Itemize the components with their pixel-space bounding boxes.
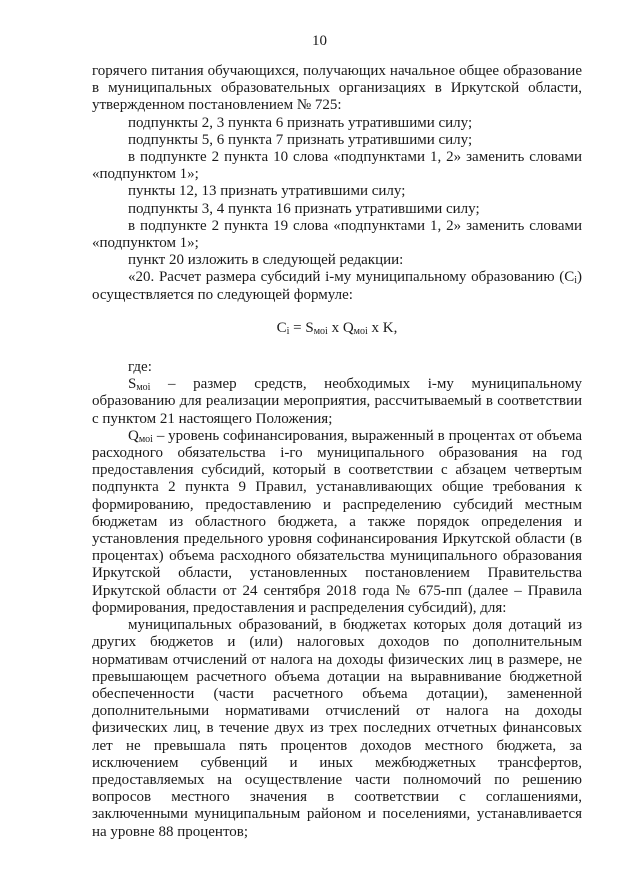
paragraph-item: в подпункте 2 пункта 10 слова «подпунктами 1, 2» заменить словами «подпунктом 1»; bbox=[92, 149, 582, 183]
definition-q bbox=[92, 428, 582, 617]
definition-q-text: – уровень софинансирования, выраженный в процентах от объема расходного обязательства i-го муниципального образования на год предоставления субсидий, который в соответствии с абзацем четвертым подпункта 2 пункта 9 Правил, устанавливающих общие требования к формированию, предоставлению и распределению субсидий местным бюджетам из областного бюджета, а также порядок определения и установления предельного уровня софинансирования Иркутской области (в процентах) объема расходного обязательства муниципального образования Иркутской области, установленных постановлением Правительства Иркутской области от 24 сентября 2018 года № 675-пп (далее – Правила формирования, предоставления и распределения субсидий), для: bbox=[92, 427, 582, 616]
document-body bbox=[92, 63, 582, 841]
paragraph-item: пункт 20 изложить в следующей редакции: bbox=[128, 252, 404, 269]
point-20-subscript: i bbox=[574, 275, 577, 287]
formula-c-sub: i bbox=[286, 325, 290, 337]
paragraph-item: подпункты 2, 3 пункта 6 признать утратившими силу; bbox=[128, 114, 473, 131]
formula-q-sub: мoi bbox=[353, 325, 368, 337]
definition-q-sub: мoi bbox=[138, 433, 153, 445]
definition-s-symbol: S bbox=[128, 376, 137, 393]
paragraph-continuation: горячего питания обучающихся, получающих начальное общее образование в муниципальных образовательных организациях в Иркутской области, утвержденном постановлением № 725: bbox=[92, 63, 582, 114]
formula-s-sub: мoi bbox=[313, 325, 328, 337]
paragraph-item: подпункты 3, 4 пункта 16 признать утратившими силу; bbox=[128, 200, 480, 217]
formula-c: C bbox=[276, 319, 287, 336]
where-label: где: bbox=[128, 359, 152, 376]
paragraph-point-20 bbox=[92, 269, 582, 303]
point-20-text: «20. Расчет размера субсидий i-му муниципальному образованию (C bbox=[128, 269, 575, 286]
point-20-text-end: ) осуществляется по следующей формуле: bbox=[92, 269, 582, 303]
paragraph-item: в подпункте 2 пункта 19 слова «подпунктами 1, 2» заменить словами «подпунктом 1»; bbox=[92, 217, 582, 252]
definition-s-text: – размер средств, необходимых i-му муниципальному образованию для реализации мероприятия, рассчитываемый в соответствии с пунктом 21 настоящего Положения; bbox=[92, 376, 582, 427]
definition-s-sub: мoi bbox=[136, 382, 151, 394]
page-number: 10 bbox=[312, 33, 327, 49]
formula-q: x Q bbox=[327, 319, 354, 336]
definition-s bbox=[92, 376, 582, 428]
paragraph-item: подпункты 5, 6 пункта 7 признать утратившими силу; bbox=[128, 131, 473, 148]
formula-s: = S bbox=[289, 319, 314, 336]
paragraph-item: пункты 12, 13 признать утратившими силу; bbox=[128, 183, 406, 200]
paragraph-municipal: муниципальных образований, в бюджетах которых доля дотаций из других бюджетов и (или) налоговых доходов по дополнительным нормативам отчислений от налога на доходы физических лиц в размере, не превышающем расчетного объема дотации на выравнивание бюджетной обеспеченности (части расчетного объема дотации), замененной дополнительными нормативами отчислений от налога на доходы физических лиц, в течение двух из трех последних отчетных финансовых лет не превышала пять процентов доходов местного бюджета, за исключением субвенций и иных межбюджетных трансфертов, предоставляемых на осуществление части полномочий по решению вопросов местного значения в соответствии с соглашениями, заключенными муниципальным районом и поселениями, устанавливается на уровне 88 процентов; bbox=[92, 617, 582, 840]
formula bbox=[92, 320, 582, 337]
formula-k: x K, bbox=[367, 319, 398, 336]
definition-q-symbol: Q bbox=[128, 427, 139, 444]
